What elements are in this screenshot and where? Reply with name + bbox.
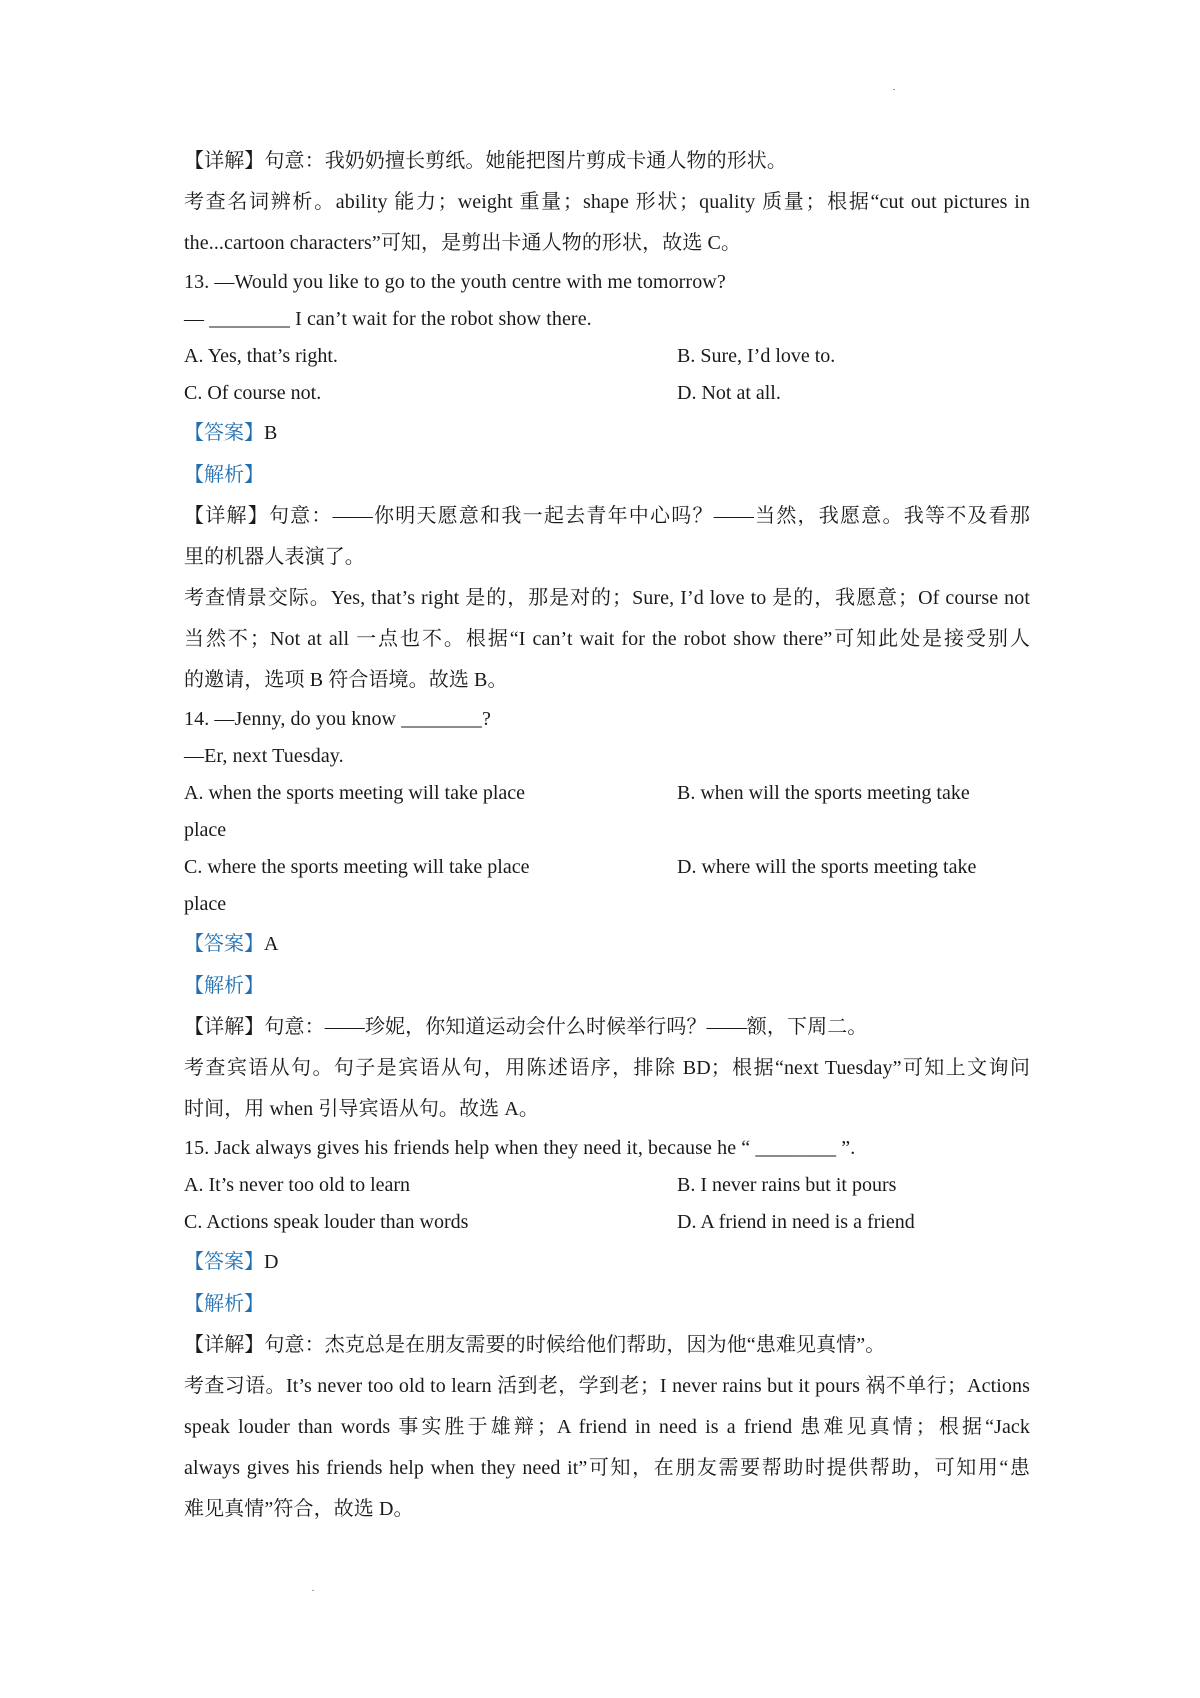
document-body [184, 141, 1030, 1530]
q15-jiexi-tag: 【解析】 [184, 1293, 264, 1315]
q14-option-d: D. where will the sports meeting take [677, 856, 977, 878]
q14-reply: —Er, next Tuesday. [184, 745, 344, 767]
q13-options-row-2 [184, 375, 1030, 412]
q15-analysis-line-3: always gives his friends help when they need it”可知，在朋友需要帮助时提供帮助，可知用“患 [184, 1457, 1030, 1479]
q15-answer-tag: 【答案】 [184, 1251, 264, 1273]
q12-detail: 【详解】句意：我奶奶擅长剪纸。她能把图片剪成卡通人物的形状。 [184, 150, 787, 172]
q14-option-d-wrap: place [184, 893, 227, 915]
q15-options-row-1 [184, 1167, 1030, 1204]
q14-analysis-line-1: 考查宾语从句。句子是宾语从句，用陈述语序，排除 BD；根据“next Tuesday”可知上文询问 [184, 1057, 1030, 1079]
q15-stem: 15. Jack always gives his friends help when they need it, because he “ ________ ”. [184, 1137, 856, 1159]
q13-stem: 13. —Would you like to go to the youth centre with me tomorrow? [184, 271, 726, 293]
q15-analysis-line-2: speak louder than words 事实胜于雄辩；A friend in need is a friend 患难见真情；根据“Jack [184, 1416, 1030, 1438]
q15-option-c: C. Actions speak louder than words [184, 1211, 469, 1233]
q13-answer-value: B [264, 422, 278, 444]
q14-options-row-1 [184, 775, 1030, 812]
q13-analysis-line-3: 的邀请，选项 B 符合语境。故选 B。 [184, 669, 508, 691]
q14-stem: 14. —Jenny, do you know ________? [184, 708, 491, 730]
q14-analysis-line-2: 时间，用 when 引导宾语从句。故选 A。 [184, 1098, 539, 1120]
q15-analysis-line-1: 考查习语。It’s never too old to learn 活到老，学到老；I never rains but it pours 祸不单行；Actions [184, 1375, 1030, 1397]
q12-analysis-line-1: 考查名词辨析。ability 能力；weight 重量；shape 形状；quality 质量；根据“cut out pictures in [184, 191, 1030, 213]
q14-options-row-1-wrap [184, 812, 1030, 849]
q15-options-row-2 [184, 1204, 1030, 1241]
q13-answer [184, 412, 1030, 454]
q13-detail-line-1: 【详解】句意：——你明天愿意和我一起去青年中心吗？——当然，我愿意。我等不及看那 [184, 505, 1030, 527]
q13-option-a: A. Yes, that’s right. [184, 345, 338, 367]
q13-analysis-line-2: 当然不；Not at all 一点也不。根据“I can’t wait for the robot show there”可知此处是接受别人 [184, 628, 1030, 650]
q14-option-a: A. when the sports meeting will take place [184, 782, 526, 804]
q13-reply: — ________ I can’t wait for the robot show there. [184, 308, 592, 330]
q14-option-b-wrap: place [184, 819, 227, 841]
page-speck-bottom [312, 1590, 314, 1591]
q14-answer [184, 923, 1030, 965]
q15-option-a: A. It’s never too old to learn [184, 1174, 411, 1196]
page-speck-top [893, 89, 895, 90]
q13-option-d: D. Not at all. [677, 382, 781, 404]
q12-analysis-line-2: the...cartoon characters”可知，是剪出卡通人物的形状，故选 C。 [184, 232, 742, 254]
q15-analysis-line-4: 难见真情”符合，故选 D。 [184, 1498, 414, 1520]
q15-option-b: B. I never rains but it pours [677, 1174, 897, 1196]
q15-answer-value: D [264, 1251, 279, 1273]
q14-options-row-2-wrap [184, 886, 1030, 923]
q13-jiexi-tag: 【解析】 [184, 464, 264, 486]
q15-detail-line-1: 【详解】句意：杰克总是在朋友需要的时候给他们帮助，因为他“患难见真情”。 [184, 1334, 886, 1356]
q15-option-d: D. A friend in need is a friend [677, 1211, 915, 1233]
q14-option-c: C. where the sports meeting will take place [184, 856, 530, 878]
q14-answer-value: A [264, 933, 279, 955]
q14-detail-line-1: 【详解】句意：——珍妮，你知道运动会什么时候举行吗？——额，下周二。 [184, 1016, 868, 1038]
q13-analysis-line-1: 考查情景交际。Yes, that’s right 是的，那是对的；Sure, I’d love to 是的，我愿意；Of course not [184, 587, 1030, 609]
q13-option-c: C. Of course not. [184, 382, 322, 404]
q13-answer-tag: 【答案】 [184, 422, 264, 444]
q14-answer-tag: 【答案】 [184, 933, 264, 955]
q13-options-row-1 [184, 338, 1030, 375]
q14-options-row-2 [184, 849, 1030, 886]
q14-jiexi-tag: 【解析】 [184, 975, 264, 997]
q15-answer [184, 1241, 1030, 1283]
q13-option-b: B. Sure, I’d love to. [677, 345, 836, 367]
q14-option-b: B. when will the sports meeting take [677, 782, 970, 804]
q13-detail-line-2: 里的机器人表演了。 [184, 546, 365, 568]
